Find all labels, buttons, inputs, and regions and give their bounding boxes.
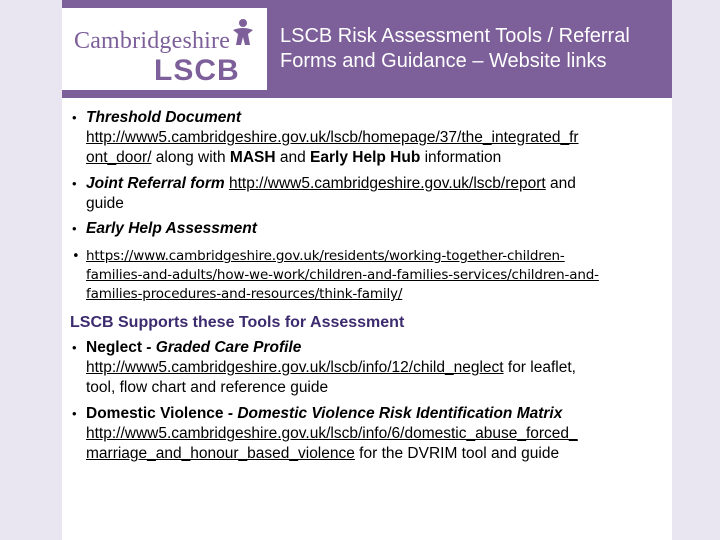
list-item-neglect: [72, 338, 666, 398]
domestic-violence-link-line1[interactable]: http://www5.cambridgeshire.gov.uk/lscb/info/6/domestic_abuse_forced_: [86, 425, 578, 442]
bullet: •: [72, 340, 77, 355]
threshold-document-link[interactable]: http://www5.cambridgeshire.gov.uk/lscb/homepage/37/the_integrated_fr: [86, 129, 579, 146]
text: for the DVRIM tool and guide: [354, 445, 560, 462]
logo-text-lscb: LSCB: [154, 54, 240, 87]
page-title-line1: LSCB Risk Assessment Tools / Referral: [280, 25, 630, 47]
slide-content: [62, 98, 672, 540]
section-heading: LSCB Supports these Tools for Assessment: [70, 314, 405, 331]
bullet: •: [72, 406, 77, 421]
text: -: [223, 405, 238, 422]
bullet: •: [72, 249, 80, 264]
joint-referral-heading: Joint Referral form: [86, 175, 225, 192]
left-decorative-band: [0, 0, 62, 540]
text: for leaflet,: [503, 359, 576, 376]
early-help-hub-label: Early Help Hub: [310, 149, 421, 166]
list-item-threshold-document: [72, 108, 666, 168]
people-figure-icon: [230, 18, 256, 46]
early-help-assessment-heading: Early Help Assessment: [86, 220, 257, 237]
dvrim-label: Domestic Violence Risk Identification Matrix: [237, 405, 563, 422]
think-family-link-line2[interactable]: families-and-adults/how-we-work/children-and-families-services/children-and-: [86, 267, 599, 283]
list-item-early-help-assessment: [72, 219, 666, 239]
threshold-document-heading: Threshold Document: [86, 109, 242, 126]
right-decorative-band: [672, 0, 720, 540]
text: guide: [86, 195, 124, 212]
logo-text-cambridgeshire: Cambridgeshire: [74, 28, 231, 54]
think-family-link-line3[interactable]: families-procedures-and-resources/think-family/: [86, 286, 403, 302]
think-family-link-line1[interactable]: https://www.cambridgeshire.gov.uk/residents/working-together-children-: [86, 248, 565, 264]
bullet: •: [72, 176, 77, 191]
domestic-violence-heading: Domestic Violence: [86, 405, 224, 422]
text: along with: [151, 149, 230, 166]
logo: [62, 8, 267, 90]
text: and: [545, 175, 576, 192]
text: tool, flow chart and reference guide: [86, 379, 329, 396]
list-item-think-family-link: [72, 247, 666, 304]
page-title-line2: Forms and Guidance – Website links: [280, 50, 607, 72]
header-bar: [62, 0, 672, 98]
graded-care-profile-label: Graded Care Profile: [155, 339, 302, 356]
text: -: [142, 339, 156, 356]
text: information: [420, 149, 502, 166]
joint-referral-link[interactable]: http://www5.cambridgeshire.gov.uk/lscb/report: [228, 175, 546, 192]
bullet: •: [72, 110, 77, 125]
bullet: •: [72, 221, 77, 236]
mash-label: MASH: [229, 149, 276, 166]
neglect-heading: Neglect: [86, 339, 142, 356]
domestic-violence-link-line2[interactable]: marriage_and_honour_based_violence: [86, 445, 355, 462]
neglect-link[interactable]: http://www5.cambridgeshire.gov.uk/lscb/info/12/child_neglect: [86, 359, 504, 376]
threshold-document-link-cont[interactable]: ont_door/: [86, 149, 152, 166]
list-item-joint-referral: [72, 174, 666, 214]
page-title: [280, 24, 720, 74]
list-item-domestic-violence: [72, 404, 666, 464]
text: and: [275, 149, 311, 166]
